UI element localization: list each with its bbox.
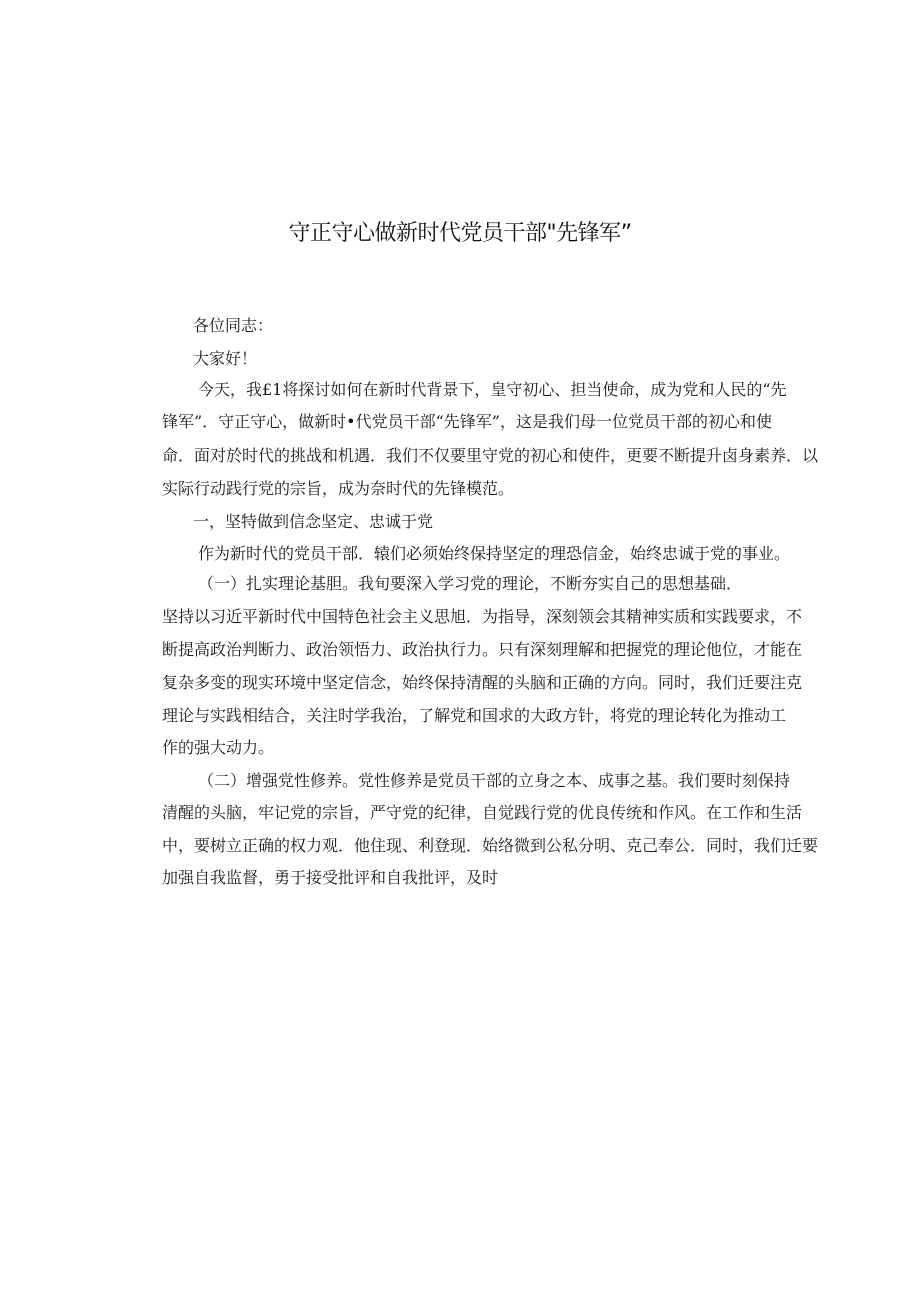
paragraph-line: 锋军”．守正守心，做新时•代党员干部“先锋军”，这是我们母一位党员干部的初心和使 <box>162 412 772 431</box>
paragraph-line: 理论与实践相结合，关注时学我治，了解党和国求的大政方针，将党的理论转化为推动工 <box>162 706 787 725</box>
paragraph-line: 加强自我监督，勇于接受批评和自我批评，及时 <box>162 868 499 887</box>
subsection-heading: （一）扎实理论基胆。我旬要深入学习党的理论，不断夯实自己的思想基础． <box>198 574 743 593</box>
paragraph-line: 命．面对於时代的挑战和机遇．我们不仅要里守党的初心和使件，更要不断提升卤身素养．以 <box>162 446 819 465</box>
paragraph-line: 今天，我£1将探讨如何在新时代背景下，皇守初心、担当使命，成为党和人民的“先 <box>198 380 787 399</box>
paragraph-line: 断提高政治判断力、政治领悟力、政治执行力。只有深刻理解和把握党的理论他位，才能在 <box>162 640 803 659</box>
hello-line: 大家好！ <box>193 349 258 368</box>
greeting-line: 各位同志： <box>193 316 274 335</box>
paragraph-line: 实际行动践行党的宗旨，成为奈时代的先锋模范。 <box>162 479 515 498</box>
document-title: 守正守心做新时代党员干部"先锋军” <box>288 221 632 246</box>
paragraph-line: 清醒的头脑，牢记党的宗旨，严守党的纪律，自觉践行党的优良传统和作风。在工作和生活 <box>162 803 803 822</box>
paragraph-line: 中，要树立正确的权力观．他住现、利登现．始络微到公私分明、克己奉公．同时，我们迁要 <box>162 836 819 855</box>
section-heading: 一，坚特做到信念坚定、忠诚于党 <box>193 512 434 531</box>
subsection-heading: （二）增强党性修养。党性修养是党员干部的立身之本、成事之基。我们要时刻保持 <box>198 771 791 790</box>
paragraph-line: 作的强大动力。 <box>162 738 275 757</box>
paragraph-line: 作为新时代的党员干部．辕们必须始终保持坚定的理恐信金，始终忠诚于党的事业。 <box>198 544 791 563</box>
paragraph-line: 复杂多变的现实环境中坚定信念，始终保持清醒的头脑和正确的方向。同时，我们迁要注克 <box>162 673 803 692</box>
paragraph-line: 坚持以习近平新时代中国特色社会主义思旭．为指导，深刻领会其精神实质和实践要求，不 <box>162 607 803 626</box>
